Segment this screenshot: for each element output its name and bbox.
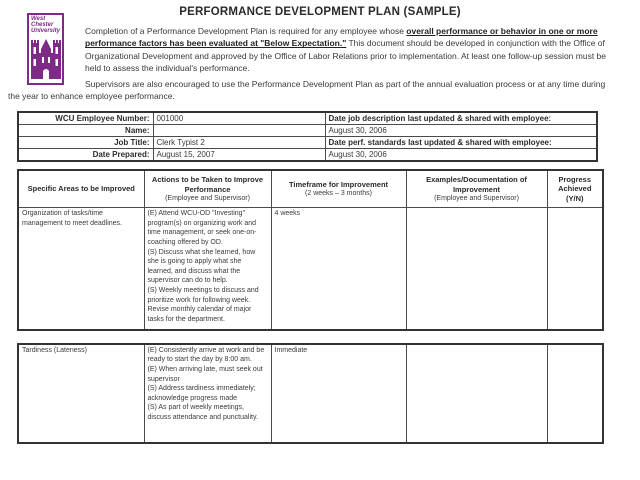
page-title: PERFORMANCE DEVELOPMENT PLAN (SAMPLE) (179, 6, 461, 18)
action-item: (S) Discuss what she learned, how she is going to apply what she learned, and discuss what the supervisor can do to help. (147, 248, 256, 285)
name-label: Name: (18, 124, 153, 136)
plan-header-row (18, 170, 603, 208)
job-desc-date-label: Date job description last updated & shared with employee: (325, 112, 597, 125)
date-prepared-value: August 15, 2007 (153, 148, 325, 161)
plan-table-header-block (17, 169, 604, 331)
action-item: (E) When arriving late, must seek out supervisor (147, 365, 263, 383)
logo-line-3: University (31, 28, 61, 35)
name-value (153, 124, 325, 136)
intro-p1-text-end: This document should be developed in conjunction with the Office of Organizational Development and approved by the Office of Labor Relations prior to implementation. At least one follow-up session must be held to assess the individual's performance. (85, 38, 606, 73)
job-title-value: Clerk Typist 2 (153, 136, 325, 148)
plan-table-second-block (17, 343, 604, 444)
employee-info-table (17, 111, 598, 162)
info-row-employee-number (18, 112, 597, 125)
examples-cell (406, 208, 547, 330)
examples-cell (406, 344, 547, 443)
progress-cell (547, 344, 603, 443)
perf-standards-date-value: August 30, 2006 (325, 148, 597, 161)
info-row-date-prepared (18, 148, 597, 161)
header-examples: Examples/Documentation of Improvement (Employee and Supervisor) (406, 170, 547, 208)
header-specific-areas: Specific Areas to be Improved (18, 170, 144, 208)
area-cell: Organization of tasks/time management to meet deadlines. (18, 208, 144, 330)
actions-cell (144, 208, 271, 330)
employee-number-label: WCU Employee Number: (18, 112, 153, 125)
date-prepared-label: Date Prepared: (18, 148, 153, 161)
plan-row-organization (18, 208, 603, 330)
intro-paragraph-2: Supervisors are also encouraged to use the Performance Development Plan as part of the annual evaluation process or at any time during the year to enhance employee performance. (8, 79, 606, 102)
action-item: (S) As part of weekly meetings, discuss attendance and punctuality. (147, 404, 258, 421)
castle-icon (31, 37, 61, 79)
university-logo-text (31, 16, 61, 35)
action-item: (S) Address tardiness immediately; acknowledge progress made (147, 385, 256, 402)
logo-line-1: West (31, 16, 46, 22)
action-item: (E) Consistently arrive at work and be ready to start the day by 8:00 am. (147, 346, 265, 364)
actions-cell (144, 344, 271, 443)
header-actions: Actions to be Taken to Improve Performance (Employee and Supervisor) (144, 170, 271, 208)
job-title-label: Job Title: (18, 136, 153, 148)
action-item: (S) Weekly meetings to discuss and prioritize work for following week. Revise monthly calendar of major tasks for the department. (147, 287, 259, 323)
university-logo (27, 13, 64, 85)
timeframe-cell: 4 weeks (271, 208, 406, 330)
info-row-job-title (18, 136, 597, 148)
plan-row-tardiness (18, 344, 603, 443)
progress-cell (547, 208, 603, 330)
action-item: (E) Attend WCU-OD "Investing" program(s) on organizing work and time management, or seek one-on-coaching offered by OD. (147, 210, 257, 247)
timeframe-cell: Immediate (271, 344, 406, 443)
info-row-name (18, 124, 597, 136)
header-progress: Progress Achieved (Y/N) (547, 170, 603, 208)
logo-line-2: Chester (31, 22, 54, 29)
employee-number-value: 001000 (153, 112, 325, 125)
job-desc-date-value: August 30, 2006 (325, 124, 597, 136)
intro-p1-emphasis: overall performance or behavior in one or more performance factors has been evaluated at "Below Expectation." (85, 26, 598, 49)
intro-paragraph-1 (85, 25, 610, 74)
intro-p1-text-start: Completion of a Performance Development Plan is required for any employee whose (85, 26, 407, 36)
perf-standards-date-label: Date perf. standards last updated & shared with employee: (325, 136, 597, 148)
area-cell: Tardiness (Lateness) (18, 344, 144, 443)
header-timeframe: Timeframe for Improvement (2 weeks – 3 months) (271, 170, 406, 208)
